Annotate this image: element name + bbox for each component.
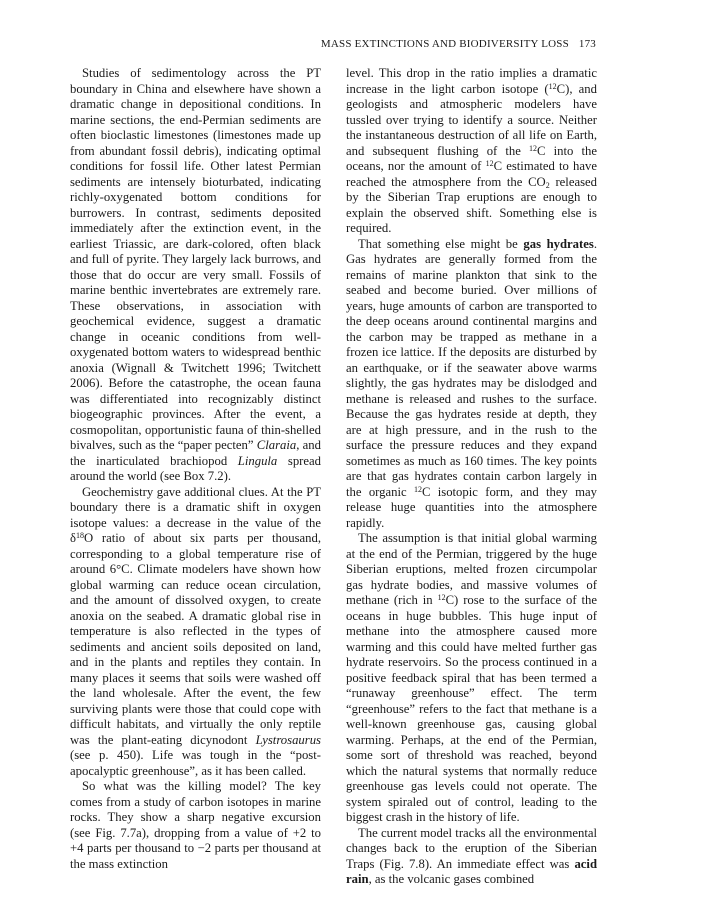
term-gas-hydrates: gas hydrates: [523, 236, 594, 251]
paragraph-gas-hydrates: That something else might be gas hydrates. Gas hydrates are generally formed from the remains of marine plankton that sink to the seabed and become buried. Over millions of years, huge amounts of carbon are transported to the deep oceans around continental margins and the carbon may be trapped as methane in a frozen ice lattice. If the deposits are disturbed by an earthquake, or if the seawater above warms slightly, the gas hydrates may be dislodged and methane is released and rushes to the surface. Because the gas hydrates reside at depth, they are at high pressure, and in the rush to the surface the pressure reduces and they expand sometimes as much as 160 times. The key points are that gas hydrates contain carbon largely in the organic $^{12}$C isotopic form, and they may release huge quantities into the atmosphere rapidly.: [346, 236, 597, 530]
paragraph-geochemistry: Geochemistry gave additional clues. At the PT boundary there is a dramatic shift in oxygen isotope values: a decrease in the value of the $\delta^{18}O$ ratio of about six parts per thousand, corresponding to a global temperature rise of around 6°C. Climate modelers have shown how global warming can reduce ocean circulation, and the amount of dissolved oxygen, to create anoxia on the seabed. A dramatic global rise in temperature is also reflected in the types of sediments and ancient soils deposited on land, and in the plants and reptiles they contain. In many places it seems that soils were washed off the land wholesale. After the event, the few surviving plants were those that could cope with difficult habitats, and virtually the only reptile was the plant-eating dicynodont Lystrosaurus (see p. 450). Life was tough in the “post-apocalyptic greenhouse”, as it has been called.: [70, 484, 321, 778]
paragraph-killing-model: So what was the killing model? The key comes from a study of carbon isotopes in marine rocks. They show a sharp negative excursion (see Fig. 7.7a), dropping from a value of +2 to +4 parts per thousand to −2 parts per thousand at the mass extinction: [70, 779, 321, 871]
term-acid-rain: acid rain: [346, 856, 597, 886]
paragraph-sedimentology: Studies of sedimentology across the PT boundary in China and elsewhere have shown a dramatic change in depositional conditions. In marine sections, the end-Permian sediments are often bioclastic limestones (limestones made up from abundant fossil debris), indicating optimal conditions for fossil life. Other latest Permian sediments are intensely bioturbated, indicating richly-oxygenated bottom conditions for burrowers. In contrast, sediments deposited immediately after the extinction event, in the earliest Triassic, are dark-colored, often black and full of pyrite. They largely lack burrows, and those that do occur are very small. Fossils of marine benthic invertebrates are extremely rare. These observations, in association with geochemical evidence, suggest a dramatic change in oceanic conditions from well-oxygenated bottom waters to widespread benthic anoxia (Wignall & Twitchett 1996; Twitchett 2006). Before the catastrophe, the ocean fauna was differentiated into recognizably distinct biogeographic provinces. After the event, a cosmopolitan, opportunistic fauna of thin-shelled bivalves, such as the “paper pecten” Claraia, and the inarticulated brachiopod Lingula spread around the world (see Box 7.2).: [70, 66, 321, 483]
left-column: [70, 66, 321, 872]
right-column: [346, 66, 597, 888]
page-number: 173: [578, 38, 596, 50]
running-header: [321, 38, 596, 50]
paragraph-current-model: The current model tracks all the environmental changes back to the eruption of the Siberian Traps (Fig. 7.8). An immediate effect was acid rain, as the volcanic gases combined: [346, 825, 597, 886]
paragraph-runaway-greenhouse: The assumption is that initial global warming at the end of the Permian, triggered by the huge Siberian eruptions, melted frozen circumpolar gas hydrate bodies, and massive volumes of methane (rich in $^{12}$C) rose to the surface of the oceans in huge bubbles. This huge input of methane into the atmosphere caused more warming and this could have melted further gas hydrate reservoirs. So the process continued in a positive feedback spiral that has been termed a “runaway greenhouse” effect. The term “greenhouse” refers to the fact that methane is a well-known greenhouse gas, causing global warming. Perhaps, at the end of the Permian, some sort of threshold was reached, beyond which the natural systems that normally reduce greenhouse gas levels could not operate. The system spiraled out of control, leading to the biggest crash in the history of life.: [346, 531, 598, 824]
paragraph-carbon-isotope: level. This drop in the ratio implies a dramatic increase in the light carbon isotope ($^{12}$C), and geologists and atmospheric modelers have tussled over trying to identify a source. Neither the instantaneous destruction of all life on Earth, and subsequent flushing of the $^{12}$C into the oceans, nor the amount of $^{12}$C estimated to have reached the atmosphere from the $CO_2$ released by the Siberian Trap eruptions are enough to explain the observed shift. Something else is required.: [346, 66, 597, 235]
running-title: MASS EXTINCTIONS AND BIODIVERSITY LOSS: [320, 38, 569, 50]
